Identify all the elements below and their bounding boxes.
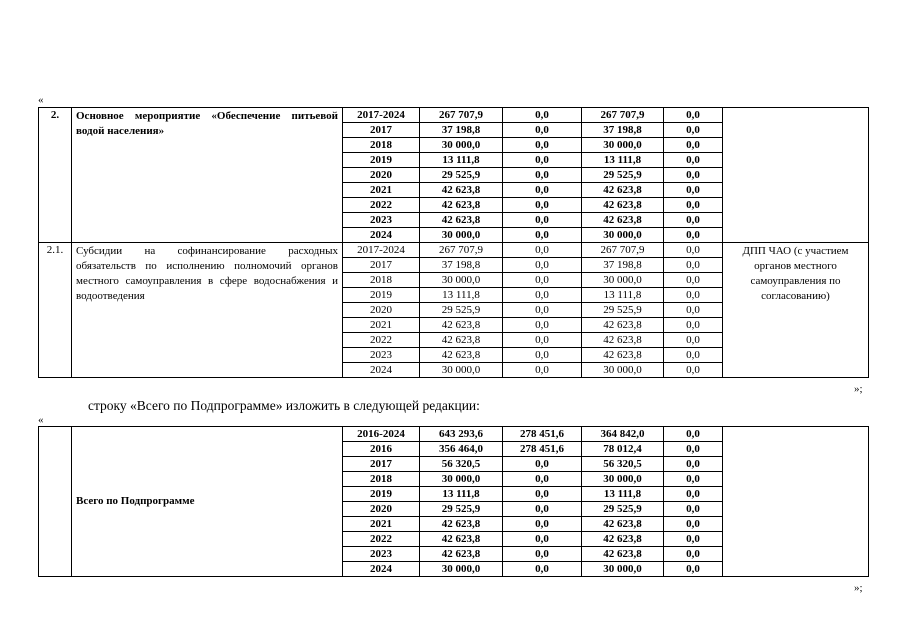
regional-budget-cell: 78 012,4 bbox=[582, 442, 664, 457]
table-row bbox=[39, 243, 869, 258]
period-cell: 2016-2024 bbox=[343, 427, 420, 442]
total-amount-cell: 643 293,6 bbox=[420, 427, 503, 442]
table-row bbox=[39, 427, 869, 442]
federal-budget-cell: 278 451,6 bbox=[503, 442, 582, 457]
federal-budget-cell: 0,0 bbox=[503, 487, 582, 502]
regional-budget-cell: 267 707,9 bbox=[582, 108, 664, 123]
period-cell: 2022 bbox=[343, 532, 420, 547]
federal-budget-cell: 0,0 bbox=[503, 183, 582, 198]
period-cell: 2021 bbox=[343, 318, 420, 333]
close-quote-1: »; bbox=[854, 383, 863, 395]
total-amount-cell: 30 000,0 bbox=[420, 472, 503, 487]
federal-budget-cell: 0,0 bbox=[503, 243, 582, 258]
total-amount-cell: 267 707,9 bbox=[420, 243, 503, 258]
other-sources-cell: 0,0 bbox=[664, 213, 723, 228]
regional-budget-cell: 29 525,9 bbox=[582, 502, 664, 517]
period-cell: 2020 bbox=[343, 502, 420, 517]
other-sources-cell: 0,0 bbox=[664, 273, 723, 288]
regional-budget-cell: 29 525,9 bbox=[582, 168, 664, 183]
other-sources-cell: 0,0 bbox=[664, 517, 723, 532]
federal-budget-cell: 0,0 bbox=[503, 517, 582, 532]
other-sources-cell: 0,0 bbox=[664, 472, 723, 487]
other-sources-cell: 0,0 bbox=[664, 333, 723, 348]
regional-budget-cell: 13 111,8 bbox=[582, 288, 664, 303]
other-sources-cell: 0,0 bbox=[664, 243, 723, 258]
other-sources-cell: 0,0 bbox=[664, 442, 723, 457]
federal-budget-cell: 0,0 bbox=[503, 348, 582, 363]
regional-budget-cell: 364 842,0 bbox=[582, 427, 664, 442]
total-amount-cell: 37 198,8 bbox=[420, 258, 503, 273]
federal-budget-cell: 0,0 bbox=[503, 288, 582, 303]
regional-budget-cell: 42 623,8 bbox=[582, 213, 664, 228]
total-amount-cell: 30 000,0 bbox=[420, 273, 503, 288]
federal-budget-cell: 0,0 bbox=[503, 138, 582, 153]
other-sources-cell: 0,0 bbox=[664, 427, 723, 442]
regional-budget-cell: 29 525,9 bbox=[582, 303, 664, 318]
period-cell: 2021 bbox=[343, 183, 420, 198]
period-cell: 2017 bbox=[343, 258, 420, 273]
regional-budget-cell: 42 623,8 bbox=[582, 183, 664, 198]
other-sources-cell: 0,0 bbox=[664, 123, 723, 138]
period-cell: 2017 bbox=[343, 123, 420, 138]
federal-budget-cell: 0,0 bbox=[503, 457, 582, 472]
federal-budget-cell: 0,0 bbox=[503, 213, 582, 228]
period-cell: 2020 bbox=[343, 168, 420, 183]
period-cell: 2018 bbox=[343, 138, 420, 153]
regional-budget-cell: 56 320,5 bbox=[582, 457, 664, 472]
program-table-1 bbox=[38, 107, 869, 378]
federal-budget-cell: 0,0 bbox=[503, 303, 582, 318]
other-sources-cell: 0,0 bbox=[664, 108, 723, 123]
federal-budget-cell: 0,0 bbox=[503, 108, 582, 123]
other-sources-cell: 0,0 bbox=[664, 457, 723, 472]
other-sources-cell: 0,0 bbox=[664, 303, 723, 318]
other-sources-cell: 0,0 bbox=[664, 547, 723, 562]
total-amount-cell: 29 525,9 bbox=[420, 502, 503, 517]
other-sources-cell: 0,0 bbox=[664, 198, 723, 213]
total-amount-cell: 42 623,8 bbox=[420, 198, 503, 213]
federal-budget-cell: 0,0 bbox=[503, 153, 582, 168]
total-amount-cell: 56 320,5 bbox=[420, 457, 503, 472]
other-sources-cell: 0,0 bbox=[664, 502, 723, 517]
period-cell: 2017 bbox=[343, 457, 420, 472]
item-name: Основное мероприятие «Обеспечение питьевой водой населения» bbox=[72, 108, 343, 243]
federal-budget-cell: 0,0 bbox=[503, 547, 582, 562]
executor-note bbox=[723, 108, 869, 243]
regional-budget-cell: 42 623,8 bbox=[582, 547, 664, 562]
total-amount-cell: 30 000,0 bbox=[420, 138, 503, 153]
other-sources-cell: 0,0 bbox=[664, 348, 723, 363]
regional-budget-cell: 42 623,8 bbox=[582, 517, 664, 532]
regional-budget-cell: 30 000,0 bbox=[582, 472, 664, 487]
federal-budget-cell: 0,0 bbox=[503, 258, 582, 273]
total-amount-cell: 42 623,8 bbox=[420, 532, 503, 547]
regional-budget-cell: 30 000,0 bbox=[582, 273, 664, 288]
item-number: 2.1. bbox=[39, 243, 72, 378]
other-sources-cell: 0,0 bbox=[664, 562, 723, 577]
federal-budget-cell: 0,0 bbox=[503, 318, 582, 333]
item-name: Субсидии на софинансирование расходных обязательств по исполнению полномочий органов местного самоуправления в сфере водоснабжения и водоотведения bbox=[72, 243, 343, 378]
period-cell: 2023 bbox=[343, 547, 420, 562]
regional-budget-cell: 30 000,0 bbox=[582, 228, 664, 243]
regional-budget-cell: 37 198,8 bbox=[582, 123, 664, 138]
total-amount-cell: 13 111,8 bbox=[420, 153, 503, 168]
period-cell: 2022 bbox=[343, 333, 420, 348]
federal-budget-cell: 278 451,6 bbox=[503, 427, 582, 442]
instruction-paragraph: строку «Всего по Подпрограмме» изложить в следующей редакции: bbox=[88, 398, 480, 413]
other-sources-cell: 0,0 bbox=[664, 258, 723, 273]
federal-budget-cell: 0,0 bbox=[503, 472, 582, 487]
total-amount-cell: 356 464,0 bbox=[420, 442, 503, 457]
open-quote-1: « bbox=[38, 94, 44, 106]
period-cell: 2022 bbox=[343, 198, 420, 213]
regional-budget-cell: 42 623,8 bbox=[582, 532, 664, 547]
other-sources-cell: 0,0 bbox=[664, 138, 723, 153]
total-amount-cell: 42 623,8 bbox=[420, 348, 503, 363]
period-cell: 2017-2024 bbox=[343, 108, 420, 123]
other-sources-cell: 0,0 bbox=[664, 168, 723, 183]
other-sources-cell: 0,0 bbox=[664, 153, 723, 168]
total-amount-cell: 13 111,8 bbox=[420, 487, 503, 502]
other-sources-cell: 0,0 bbox=[664, 228, 723, 243]
regional-budget-cell: 30 000,0 bbox=[582, 363, 664, 378]
total-amount-cell: 29 525,9 bbox=[420, 303, 503, 318]
other-sources-cell: 0,0 bbox=[664, 288, 723, 303]
table-row bbox=[39, 108, 869, 123]
other-sources-cell: 0,0 bbox=[664, 487, 723, 502]
program-table-total bbox=[38, 426, 869, 577]
regional-budget-cell: 13 111,8 bbox=[582, 487, 664, 502]
federal-budget-cell: 0,0 bbox=[503, 502, 582, 517]
period-cell: 2019 bbox=[343, 487, 420, 502]
regional-budget-cell: 30 000,0 bbox=[582, 562, 664, 577]
period-cell: 2016 bbox=[343, 442, 420, 457]
total-amount-cell: 42 623,8 bbox=[420, 318, 503, 333]
executor-note bbox=[723, 427, 869, 577]
period-cell: 2024 bbox=[343, 228, 420, 243]
federal-budget-cell: 0,0 bbox=[503, 532, 582, 547]
total-amount-cell: 267 707,9 bbox=[420, 108, 503, 123]
federal-budget-cell: 0,0 bbox=[503, 228, 582, 243]
total-amount-cell: 13 111,8 bbox=[420, 288, 503, 303]
executor-note: ДПП ЧАО (с участием органов местного самоуправления по согласованию) bbox=[723, 243, 869, 378]
period-cell: 2023 bbox=[343, 213, 420, 228]
total-amount-cell: 42 623,8 bbox=[420, 517, 503, 532]
item-number bbox=[39, 427, 72, 577]
total-amount-cell: 30 000,0 bbox=[420, 363, 503, 378]
regional-budget-cell: 37 198,8 bbox=[582, 258, 664, 273]
item-name: Всего по Подпрограмме bbox=[72, 427, 343, 577]
federal-budget-cell: 0,0 bbox=[503, 273, 582, 288]
regional-budget-cell: 13 111,8 bbox=[582, 153, 664, 168]
period-cell: 2021 bbox=[343, 517, 420, 532]
federal-budget-cell: 0,0 bbox=[503, 198, 582, 213]
period-cell: 2020 bbox=[343, 303, 420, 318]
period-cell: 2019 bbox=[343, 288, 420, 303]
federal-budget-cell: 0,0 bbox=[503, 363, 582, 378]
period-cell: 2018 bbox=[343, 273, 420, 288]
period-cell: 2018 bbox=[343, 472, 420, 487]
period-cell: 2024 bbox=[343, 562, 420, 577]
total-amount-cell: 42 623,8 bbox=[420, 183, 503, 198]
other-sources-cell: 0,0 bbox=[664, 532, 723, 547]
open-quote-2: « bbox=[38, 414, 44, 426]
total-amount-cell: 30 000,0 bbox=[420, 228, 503, 243]
federal-budget-cell: 0,0 bbox=[503, 333, 582, 348]
close-quote-2: »; bbox=[854, 582, 863, 594]
item-number: 2. bbox=[39, 108, 72, 243]
regional-budget-cell: 42 623,8 bbox=[582, 348, 664, 363]
regional-budget-cell: 42 623,8 bbox=[582, 198, 664, 213]
total-amount-cell: 42 623,8 bbox=[420, 547, 503, 562]
total-amount-cell: 42 623,8 bbox=[420, 333, 503, 348]
period-cell: 2024 bbox=[343, 363, 420, 378]
total-amount-cell: 30 000,0 bbox=[420, 562, 503, 577]
regional-budget-cell: 267 707,9 bbox=[582, 243, 664, 258]
period-cell: 2019 bbox=[343, 153, 420, 168]
regional-budget-cell: 42 623,8 bbox=[582, 318, 664, 333]
federal-budget-cell: 0,0 bbox=[503, 168, 582, 183]
federal-budget-cell: 0,0 bbox=[503, 562, 582, 577]
period-cell: 2017-2024 bbox=[343, 243, 420, 258]
regional-budget-cell: 30 000,0 bbox=[582, 138, 664, 153]
total-amount-cell: 42 623,8 bbox=[420, 213, 503, 228]
other-sources-cell: 0,0 bbox=[664, 318, 723, 333]
period-cell: 2023 bbox=[343, 348, 420, 363]
total-amount-cell: 37 198,8 bbox=[420, 123, 503, 138]
regional-budget-cell: 42 623,8 bbox=[582, 333, 664, 348]
total-amount-cell: 29 525,9 bbox=[420, 168, 503, 183]
federal-budget-cell: 0,0 bbox=[503, 123, 582, 138]
other-sources-cell: 0,0 bbox=[664, 363, 723, 378]
other-sources-cell: 0,0 bbox=[664, 183, 723, 198]
